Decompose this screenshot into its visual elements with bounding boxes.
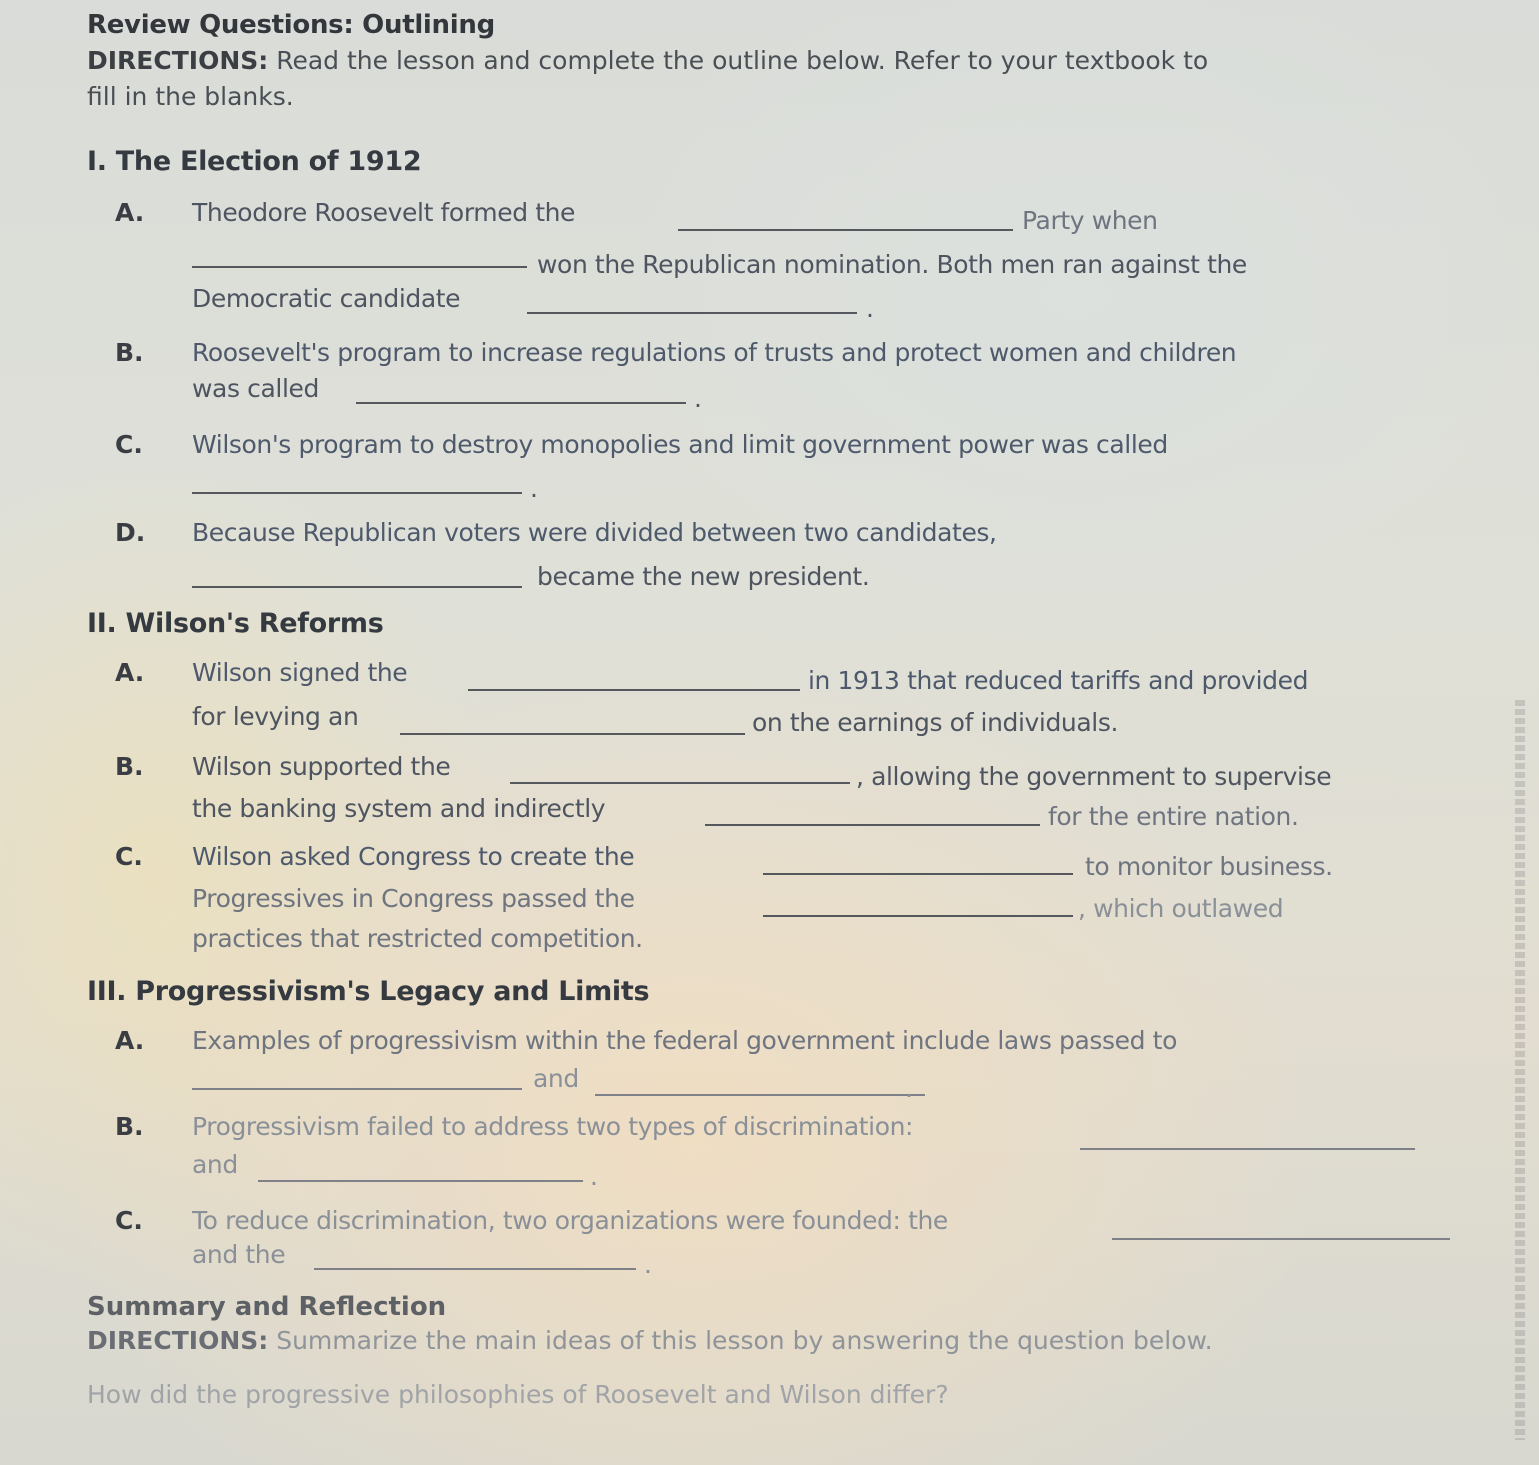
- item-text: was called: [192, 374, 319, 403]
- blank-progressive-law-2[interactable]: [595, 1094, 925, 1096]
- blank-new-president[interactable]: [192, 586, 522, 588]
- copyright-strip: [1515, 700, 1525, 1440]
- item-text: Roosevelt's program to increase regulations of trusts and protect women and children: [192, 338, 1237, 367]
- directions-text: Read the lesson and complete the outline below. Refer to your textbook to: [276, 46, 1209, 75]
- blank-discrimination-type-2[interactable]: [258, 1180, 583, 1182]
- item-text: won the Republican nomination. Both men ran against the: [537, 250, 1247, 279]
- section-heading-2: II. Wilson's Reforms: [87, 608, 384, 639]
- section-heading-3: III. Progressivism's Legacy and Limits: [87, 976, 650, 1007]
- item-text: practices that restricted competition.: [192, 924, 643, 953]
- blank-organization-2[interactable]: [314, 1268, 636, 1270]
- item-letter: B.: [115, 1112, 144, 1141]
- item-text: , allowing the government to supervise: [856, 762, 1332, 791]
- item-text: Party when: [1022, 206, 1158, 235]
- directions-line-2: fill in the blanks.: [87, 82, 294, 111]
- item-text: on the earnings of individuals.: [752, 708, 1119, 737]
- blank-federal-reserve[interactable]: [510, 782, 850, 784]
- item-text: Democratic candidate: [192, 284, 461, 313]
- punctuation: .: [866, 294, 874, 323]
- punctuation: .: [905, 1074, 913, 1103]
- summary-directions-text: Summarize the main ideas of this lesson by answering the question below.: [276, 1326, 1213, 1355]
- item-letter: C.: [115, 1206, 143, 1235]
- item-letter: A.: [115, 1026, 145, 1055]
- blank-progressive-law-1[interactable]: [192, 1088, 522, 1090]
- item-text: and: [192, 1150, 238, 1179]
- blank-money-supply[interactable]: [705, 824, 1040, 826]
- item-text: Wilson asked Congress to create the: [192, 842, 635, 871]
- summary-directions: [87, 1326, 1213, 1355]
- item-text: to monitor business.: [1085, 852, 1333, 881]
- item-letter: C.: [115, 842, 143, 871]
- punctuation: .: [530, 474, 538, 503]
- blank-discrimination-type-1[interactable]: [1080, 1148, 1415, 1150]
- item-text: the banking system and indirectly: [192, 794, 606, 823]
- punctuation: .: [590, 1162, 598, 1191]
- blank-democratic-candidate[interactable]: [527, 312, 857, 314]
- blank-federal-trade-commission[interactable]: [763, 873, 1073, 875]
- blank-progressive-party[interactable]: [678, 229, 1013, 231]
- item-text: and the: [192, 1240, 286, 1269]
- blank-republican-nominee[interactable]: [192, 266, 527, 268]
- item-text: , which outlawed: [1078, 894, 1284, 923]
- summary-question: How did the progressive philosophies of Roosevelt and Wilson differ?: [87, 1380, 949, 1409]
- blank-income-tax[interactable]: [400, 733, 745, 735]
- summary-directions-label: DIRECTIONS:: [87, 1326, 269, 1355]
- blank-tariff-act[interactable]: [468, 689, 800, 691]
- item-letter: A.: [115, 658, 145, 687]
- punctuation: .: [644, 1250, 652, 1279]
- item-letter: C.: [115, 430, 143, 459]
- section-heading-1: I. The Election of 1912: [87, 146, 422, 177]
- item-letter: A.: [115, 198, 145, 227]
- item-text: Wilson supported the: [192, 752, 451, 781]
- item-text: Wilson's program to destroy monopolies and limit government power was called: [192, 430, 1168, 459]
- item-text: became the new president.: [537, 562, 870, 591]
- item-text: Theodore Roosevelt formed the: [192, 198, 576, 227]
- item-text: for levying an: [192, 702, 359, 731]
- blank-clayton-antitrust-act[interactable]: [763, 915, 1073, 917]
- item-text: for the entire nation.: [1048, 802, 1299, 831]
- item-text: Because Republican voters were divided between two candidates,: [192, 518, 997, 547]
- directions-label: DIRECTIONS:: [87, 46, 269, 75]
- item-text: To reduce discrimination, two organizations were founded: the: [192, 1206, 948, 1235]
- blank-organization-1[interactable]: [1112, 1238, 1450, 1240]
- punctuation: .: [694, 384, 702, 413]
- item-letter: B.: [115, 752, 144, 781]
- blank-wilson-program[interactable]: [192, 492, 522, 494]
- summary-title: Summary and Reflection: [87, 1292, 447, 1322]
- worksheet-title: Review Questions: Outlining: [87, 10, 495, 40]
- item-text: and: [533, 1064, 579, 1093]
- item-letter: B.: [115, 338, 144, 367]
- item-text: Examples of progressivism within the federal government include laws passed to: [192, 1026, 1177, 1055]
- item-letter: D.: [115, 518, 146, 547]
- blank-roosevelt-program[interactable]: [356, 402, 686, 404]
- item-text: Progressivism failed to address two types of discrimination:: [192, 1112, 914, 1141]
- item-text: in 1913 that reduced tariffs and provided: [808, 666, 1309, 695]
- item-text: Wilson signed the: [192, 658, 408, 687]
- directions-line-1: [87, 46, 1208, 75]
- item-text: Progressives in Congress passed the: [192, 884, 635, 913]
